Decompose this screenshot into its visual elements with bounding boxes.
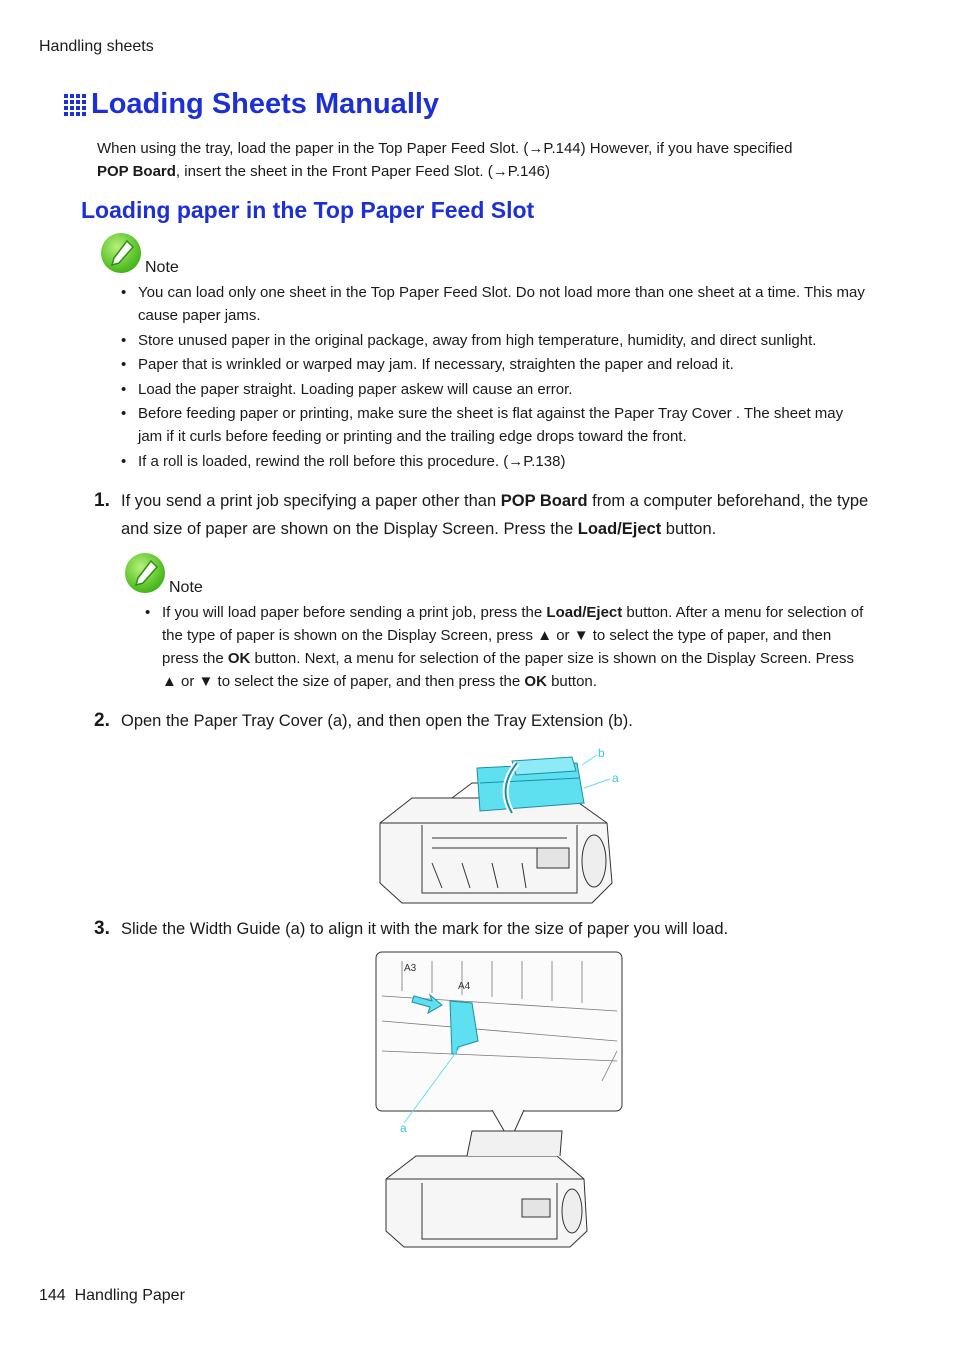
running-header: Handling sheets [39, 38, 154, 55]
note-item: • Before feeding paper or printing, make sure the sheet is flat against the Paper Tray Cover . The sheet may jam if it curls before feeding or printing and the trailing edge drops toward the front. [121, 402, 871, 448]
label-a: a [400, 1121, 407, 1135]
step-number: 1. [94, 490, 110, 511]
label-b: b [598, 746, 605, 760]
note-header [101, 233, 179, 276]
note-list [121, 281, 871, 474]
printer-tray-open-illustration [372, 743, 628, 908]
label-a4: A4 [458, 981, 471, 992]
step-text: Slide the Width Guide (a) to align it with the mark for the size of paper you will load. [121, 920, 729, 938]
page-title: Loading Sheets Manually [91, 88, 440, 120]
note-item: • If a roll is loaded, rewind the roll before this procedure. (→P.138) [121, 450, 871, 473]
section-subtitle: Loading paper in the Top Paper Feed Slot [81, 197, 535, 223]
note-pencil-icon [125, 553, 165, 593]
step-number: 3. [94, 918, 110, 939]
note-item: • Load the paper straight. Loading paper askew will cause an error. [121, 378, 871, 401]
note-item: • Paper that is wrinkled or warped may jam. If necessary, straighten the paper and reload it. [121, 353, 871, 376]
chapter-name: Handling Paper [74, 1287, 185, 1304]
page-title-block [64, 88, 439, 121]
note-item: • You can load only one sheet in the Top Paper Feed Slot. Do not load more than one sheet at a time. This may cause paper jams. [121, 281, 871, 327]
note-item: • If you will load paper before sending a print job, press the Load/Eject button. After a menu for selection of the type of paper is shown on the Display Screen, press ▲ or ▼ to select the type of paper, and then press the OK button. Next, a menu for selection of the paper size is shown on the Display Screen. Press ▲ or ▼ to select the size of paper, and then press the OK button. [145, 601, 870, 693]
intro-paragraph: When using the tray, load the paper in the Top Paper Feed Slot. (→P.144) However, if you have specified POP Board, insert the sheet in the Front Paper Feed Slot. (→P.146) [97, 140, 793, 180]
note-label: Note [169, 579, 203, 596]
step-text: If you send a print job specifying a paper other than POP Board from a computer beforehand, the type and size of paper are shown on the Display Screen. Press the Load/Eject button. [121, 492, 869, 538]
page-footer [39, 1287, 185, 1305]
step-1 [94, 487, 874, 543]
step-number: 2. [94, 710, 110, 731]
note-list [145, 601, 870, 695]
note-label: Note [145, 259, 179, 276]
label-a: a [612, 771, 619, 785]
step-text: Open the Paper Tray Cover (a), and then open the Tray Extension (b). [121, 712, 633, 730]
note-pencil-icon [101, 233, 141, 273]
note-header [125, 553, 203, 596]
label-a3: A3 [404, 963, 417, 974]
step-2 [94, 707, 874, 735]
page-number: 144 [39, 1287, 66, 1304]
section-grid-icon [64, 94, 86, 116]
width-guide-illustration [372, 951, 628, 1251]
note-item: • Store unused paper in the original package, away from high temperature, humidity, and direct sunlight. [121, 329, 871, 352]
step-3 [94, 915, 874, 943]
